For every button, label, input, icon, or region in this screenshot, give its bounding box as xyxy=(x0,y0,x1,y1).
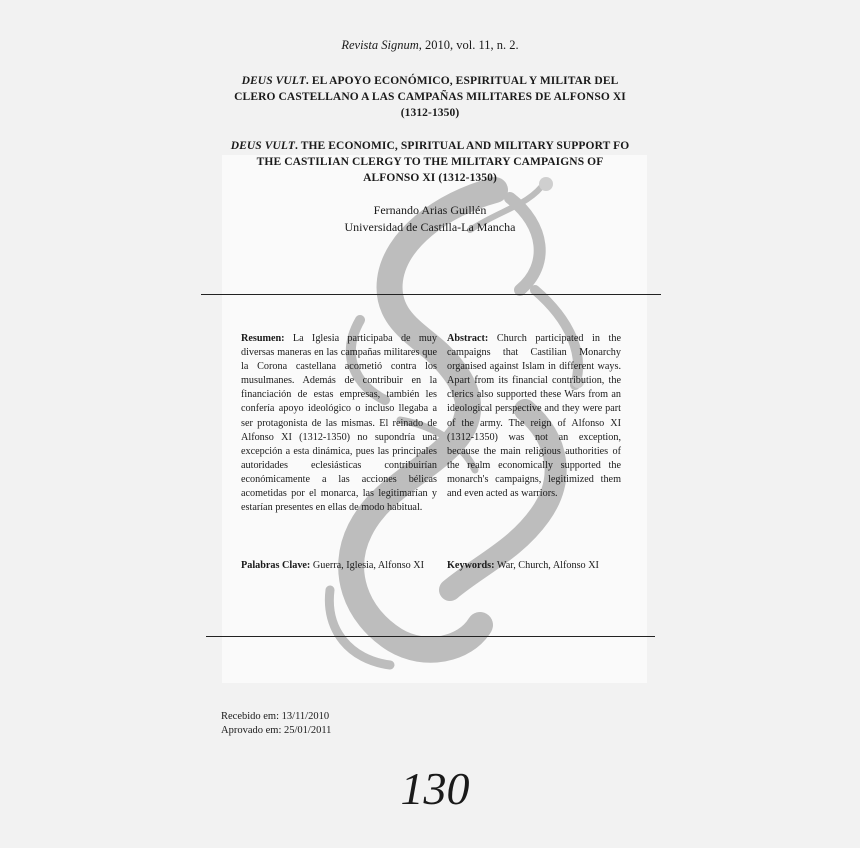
resumen-label: Resumen: xyxy=(241,333,285,344)
submission-dates xyxy=(221,710,331,738)
title-english-line-3: ALFONSO XI (1312-1350) xyxy=(363,172,497,184)
title-english-italic: DEUS VULT xyxy=(230,140,295,152)
author-affiliation: Universidad de Castilla-La Mancha xyxy=(344,220,516,234)
keywords-text: War, Church, Alfonso XI xyxy=(494,560,599,571)
keywords-label: Keywords: xyxy=(447,560,495,571)
abstract-paragraph xyxy=(447,332,621,501)
author-name: Fernando Arias Guillén xyxy=(373,203,487,217)
resumen-text: La Iglesia participaba de muy diversas maneras en las campañas militares que la Corona castellana acometió contra los musulmanes. Además de contribuir en la financiación de estas empresas, también les confería apoyo ideológico o incluso llegaba a ser protagonista de las mismas. El reinado de Alfonso XI (1312-1350) no supondría una excepción a esta dinámica, pues las principales autoridades eclesiásticas contribuirían económicamente a las acciones bélicas acometidas por el monarca, las legitimarían y estarían presentes en ellas de modo habitual. xyxy=(241,333,437,514)
journal-name: Revista Signum xyxy=(341,38,419,52)
title-english-text-1: . THE ECONOMIC, SPIRITUAL AND MILITARY SUPPORT FO xyxy=(294,140,630,152)
title-spanish-line-2: CLERO CASTELLANO A LAS CAMPAÑAS MILITARES DE ALFONSO XI xyxy=(234,91,626,103)
title-spanish-line-3: (1312-1350) xyxy=(400,107,460,119)
title-english xyxy=(0,138,860,186)
palabras-clave-label: Palabras Clave: xyxy=(241,560,311,571)
journal-citation xyxy=(0,38,860,53)
resumen-paragraph xyxy=(241,332,437,515)
abstract-label: Abstract: xyxy=(447,333,489,344)
palabras-clave-text: Guerra, Iglesia, Alfonso XI xyxy=(310,560,425,571)
title-english-line-2: THE CASTILIAN CLERGY TO THE MILITARY CAMPAIGNS OF xyxy=(256,156,604,168)
abstract-text: Church participated in the campaigns that Castilian Monarchy organised against Islam in different ways. Apart from its financial contribution, the clerics also supported these Wars from an ideological perspective and they were part of the army. The reign of Alfonso XI (1312-1350) was not an exception, because the main religious authorities of the realm economically supported the monarch's campaigns, legitimized them and even acted as warriors. xyxy=(447,333,621,500)
approved-date: Aprovado em: 25/01/2011 xyxy=(221,725,332,736)
author-block xyxy=(0,202,860,236)
bottom-divider xyxy=(206,636,655,637)
title-english-line-1 xyxy=(0,138,860,154)
title-spanish-italic: DEUS VULT xyxy=(241,75,306,87)
page-number: 130 xyxy=(400,763,470,814)
title-spanish xyxy=(0,73,860,121)
title-spanish-line-1 xyxy=(0,73,860,89)
keywords xyxy=(447,559,627,573)
palabras-clave xyxy=(241,559,437,573)
title-spanish-text-1: . EL APOYO ECONÓMICO, ESPIRITUAL Y MILITAR DEL xyxy=(305,75,619,87)
received-date: Recebido em: 13/11/2010 xyxy=(221,711,330,722)
journal-volume: , 2010, vol. 11, n. 2. xyxy=(418,38,519,52)
top-divider xyxy=(201,294,661,295)
